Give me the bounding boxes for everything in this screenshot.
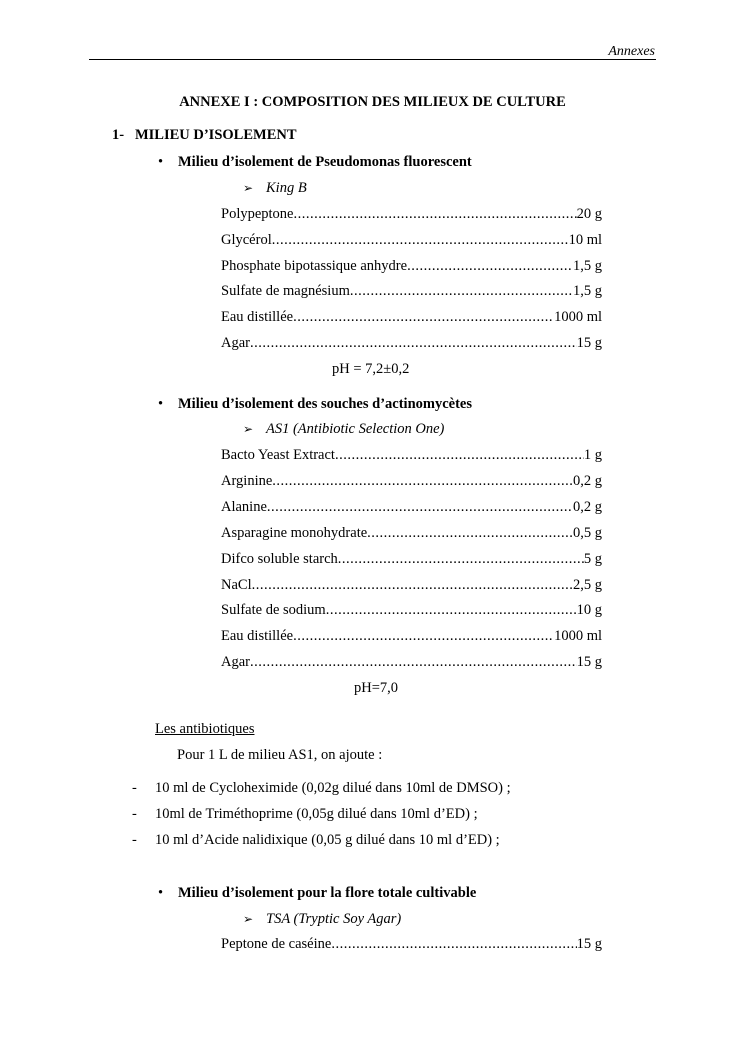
antibiotic-text: 10ml de Triméthoprime (0,05g dilué dans 10ml d’ED) ; [155,806,478,822]
ingredient-qty: 15 g [576,936,602,952]
ingredient-row [221,602,602,619]
medium-name-as1 [243,421,444,438]
leader-dots [335,447,584,464]
ingredient-row [221,577,602,594]
ingredient-row [221,628,602,645]
leader-dots [407,258,573,275]
ingredient-row [221,654,602,671]
antibiotic-item [132,780,511,797]
bullet-icon: • [158,885,164,901]
ingredient-row [221,206,602,223]
ingredient-name: Eau distillée [221,628,294,644]
section-number: 1- [112,127,125,143]
ingredient-qty: 20 g [576,206,602,222]
ingredient-qty: 1,5 g [573,258,602,274]
medium-name-label: TSA (Tryptic Soy Agar) [266,911,402,927]
medium-heading-label: Milieu d’isolement des souches d’actinomycètes [178,396,472,412]
leader-dots [338,551,584,568]
leader-dots [294,206,577,223]
ingredient-row [221,258,602,275]
ingredient-qty: 0,2 g [573,499,602,515]
ingredient-name: Alanine [221,499,267,515]
medium-name-tsa [243,911,401,928]
ingredient-name: Eau distillée [221,309,294,325]
leader-dots [293,628,554,645]
ingredient-qty: 1000 ml [554,628,602,644]
ingredient-qty: 0,5 g [573,525,602,541]
ingredient-name: Arginine [221,473,273,489]
ingredient-row [221,525,602,542]
medium-name-label: King B [266,180,307,196]
dash-bullet: - [132,806,137,822]
ingredient-name: Bacto Yeast Extract [221,447,335,463]
ingredient-name: NaCl [221,577,252,593]
ingredient-name: Peptone de caséine [221,936,332,952]
ingredient-qty: 5 g [583,551,602,567]
medium-name-kingb [243,180,307,197]
ingredient-row [221,473,602,490]
ph-value: pH = 7,2±0,2 [332,361,410,377]
ingredient-qty: 10 ml [568,232,602,248]
arrow-bullet-icon: ➢ [243,181,254,195]
bullet-icon: • [158,396,164,412]
header-divider [89,59,656,60]
ingredient-qty: 0,2 g [573,473,602,489]
ingredient-qty: 1000 ml [554,309,602,325]
ingredient-row [221,232,602,249]
ingredient-name: Sulfate de sodium [221,602,326,618]
ingredient-qty: 1,5 g [573,283,602,299]
ingredient-row [221,447,602,464]
dash-bullet: - [132,832,137,848]
antibiotic-item [132,806,478,823]
arrow-bullet-icon: ➢ [243,422,254,436]
ingredient-row [221,335,602,352]
medium-name-label: AS1 (Antibiotic Selection One) [266,421,445,437]
ingredient-qty: 15 g [576,654,602,670]
annex-title: ANNEXE I : COMPOSITION DES MILIEUX DE CULTURE [179,94,566,110]
leader-dots [326,602,577,619]
medium-heading-label: Milieu d’isolement pour la flore totale cultivable [178,885,477,901]
ingredient-name: Phosphate bipotassique anhydre [221,258,408,274]
medium-heading-pseudomonas [158,154,472,171]
antibiotics-intro: Pour 1 L de milieu AS1, on ajoute : [177,747,383,763]
ingredient-row [221,936,602,953]
leader-dots [250,335,577,352]
ingredient-name: Difco soluble starch [221,551,338,567]
antibiotic-item [132,832,500,849]
leader-dots [250,654,577,671]
antibiotic-text: 10 ml d’Acide nalidixique (0,05 g dilué dans 10 ml d’ED) ; [155,832,500,848]
ingredient-qty: 1 g [583,447,602,463]
ingredient-qty: 2,5 g [573,577,602,593]
ingredient-row [221,283,602,300]
ingredient-name: Glycérol [221,232,272,248]
ingredient-row [221,309,602,326]
leader-dots [293,309,554,326]
medium-heading-label: Milieu d’isolement de Pseudomonas fluorescent [178,154,472,170]
ingredient-name: Sulfate de magnésium [221,283,350,299]
ingredient-name: Agar [221,335,250,351]
medium-heading-actinomycetes [158,396,472,413]
ingredient-row [221,499,602,516]
ingredient-name: Agar [221,654,250,670]
leader-dots [272,473,573,490]
leader-dots [252,577,573,594]
leader-dots [367,525,573,542]
ingredient-name: Asparagine monohydrate [221,525,368,541]
page-header: Annexes [608,44,655,59]
ingredient-qty: 15 g [576,335,602,351]
section-heading [112,127,297,144]
section-label: MILIEU D’ISOLEMENT [134,127,297,143]
arrow-bullet-icon: ➢ [243,912,254,926]
ingredient-name: Polypeptone [221,206,294,222]
leader-dots [267,499,573,516]
leader-dots [331,936,576,953]
bullet-icon: • [158,154,164,170]
ingredient-qty: 10 g [576,602,602,618]
dash-bullet: - [132,780,137,796]
leader-dots [272,232,569,249]
antibiotic-text: 10 ml de Cycloheximide (0,02g dilué dans 10ml de DMSO) ; [155,780,511,796]
leader-dots [350,283,573,300]
ingredient-row [221,551,602,568]
medium-heading-total-flora [158,885,476,902]
ph-value: pH=7,0 [354,680,399,696]
antibiotics-heading: Les antibiotiques [155,721,255,737]
